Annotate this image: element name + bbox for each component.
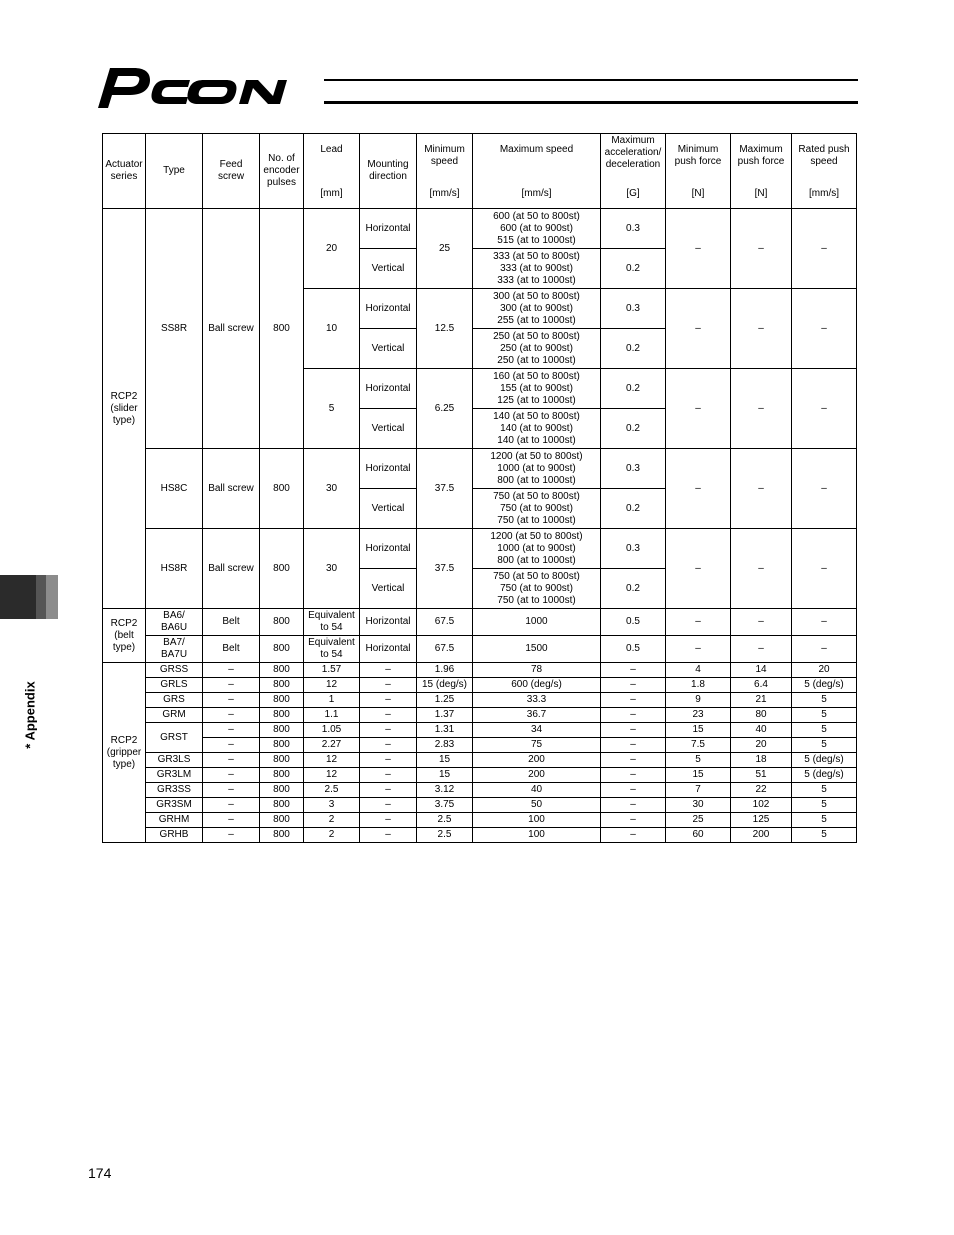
table-cell: 20 (792, 663, 857, 678)
table-row (103, 798, 857, 813)
table-cell: – (360, 693, 417, 708)
header-cell-max-acceleration (601, 134, 666, 209)
table-cell: 0.2 (601, 369, 666, 409)
table-cell: GRSS (146, 663, 203, 678)
table-cell: 60 (666, 828, 731, 843)
table-cell: 75 (473, 738, 601, 753)
table-cell: GR3SS (146, 783, 203, 798)
table-cell: Vertical (360, 249, 417, 289)
table-cell: Vertical (360, 569, 417, 609)
table-cell: 200 (731, 828, 792, 843)
table-cell: – (601, 753, 666, 768)
table-cell: BA7/ BA7U (146, 636, 203, 663)
table-cell: 2.83 (417, 738, 473, 753)
table-cell: 200 (473, 753, 601, 768)
table-cell: 0.2 (601, 409, 666, 449)
table-cell: 800 (260, 753, 304, 768)
table-cell: 10 (304, 289, 360, 369)
table-cell: 12 (304, 768, 360, 783)
table-cell: – (203, 813, 260, 828)
table-cell: 5 (792, 798, 857, 813)
table-cell: 15 (666, 723, 731, 738)
table-cell: 5 (deg/s) (792, 678, 857, 693)
header-unit: [G] (626, 188, 640, 199)
table-cell: Belt (203, 609, 260, 636)
table-cell: 100 (473, 813, 601, 828)
table-cell: – (792, 289, 857, 369)
table-cell: – (792, 369, 857, 449)
table-cell: Belt (203, 636, 260, 663)
table-cell: 30 (304, 449, 360, 529)
table-cell: 0.2 (601, 489, 666, 529)
table-row (103, 813, 857, 828)
table-cell: 20 (304, 209, 360, 289)
table-cell: 800 (260, 768, 304, 783)
table-row (103, 723, 857, 738)
table-cell: 7.5 (666, 738, 731, 753)
table-cell: SS8R (146, 209, 203, 449)
header-cell-mounting-direction: Mounting direction (360, 134, 417, 209)
table-cell: – (731, 209, 792, 289)
table-cell: 1.25 (417, 693, 473, 708)
table-cell: 0.2 (601, 329, 666, 369)
table-row (103, 529, 857, 569)
table-cell: 12 (304, 753, 360, 768)
table-cell: Ball screw (203, 209, 260, 449)
table-cell: – (792, 529, 857, 609)
header-cell-actuator-series: Actuator series (103, 134, 146, 209)
table-cell: – (601, 663, 666, 678)
table-cell: – (792, 209, 857, 289)
table-cell: 1.31 (417, 723, 473, 738)
header-unit: [mm/s] (521, 188, 552, 199)
table-cell: – (601, 813, 666, 828)
table-cell: – (203, 783, 260, 798)
actuator-spec-table (102, 133, 857, 843)
table-cell: 300 (at 50 to 800st) 300 (at to 900st) 255 (at to 1000st) (473, 289, 601, 329)
table-cell: 51 (731, 768, 792, 783)
header-label: Minimum push force (674, 144, 722, 167)
table-cell: 3.75 (417, 798, 473, 813)
header-label: Maximum speed (499, 144, 574, 155)
table-cell: 0.3 (601, 449, 666, 489)
table-cell: – (360, 783, 417, 798)
table-row (103, 609, 857, 636)
table-cell: – (203, 708, 260, 723)
table-cell: 2 (304, 828, 360, 843)
table-cell: 800 (260, 693, 304, 708)
table-cell: 33.3 (473, 693, 601, 708)
table-cell: 140 (at 50 to 800st) 140 (at to 900st) 140 (at to 1000st) (473, 409, 601, 449)
table-cell: 160 (at 50 to 800st) 155 (at to 900st) 125 (at to 1000st) (473, 369, 601, 409)
table-row (103, 449, 857, 489)
table-cell: – (731, 636, 792, 663)
table-cell: Horizontal (360, 609, 417, 636)
table-cell: – (666, 209, 731, 289)
table-cell: 1.05 (304, 723, 360, 738)
header-cell-min-push-force (666, 134, 731, 209)
table-cell: 9 (666, 693, 731, 708)
table-row (103, 678, 857, 693)
header-cell-maximum-speed (473, 134, 601, 209)
header-unit: [mm/s] (809, 188, 839, 199)
table-cell: 0.2 (601, 249, 666, 289)
table-cell: 0.5 (601, 609, 666, 636)
header-cell-lead (304, 134, 360, 209)
table-cell: Horizontal (360, 209, 417, 249)
table-cell: – (203, 828, 260, 843)
table-cell: 5 (deg/s) (792, 768, 857, 783)
table-cell: – (360, 708, 417, 723)
table-cell: – (360, 828, 417, 843)
table-cell: 1000 (473, 609, 601, 636)
table-cell: – (601, 708, 666, 723)
table-cell: 22 (731, 783, 792, 798)
table-row (103, 768, 857, 783)
table-cell: 5 (304, 369, 360, 449)
tab-block-light (46, 575, 58, 619)
table-cell: Vertical (360, 489, 417, 529)
header-cell-rated-push-speed (792, 134, 857, 209)
table-cell: 25 (417, 209, 473, 289)
table-cell: 15 (deg/s) (417, 678, 473, 693)
table-cell: – (666, 449, 731, 529)
table-cell: 800 (260, 813, 304, 828)
table-cell: – (360, 753, 417, 768)
table-cell: HS8R (146, 529, 203, 609)
table-cell: – (601, 768, 666, 783)
table-cell: – (360, 798, 417, 813)
table-cell: 15 (666, 768, 731, 783)
table-cell: – (666, 609, 731, 636)
table-cell: 800 (260, 798, 304, 813)
table-row (103, 636, 857, 663)
table-cell: 333 (at 50 to 800st) 333 (at to 900st) 333 (at to 1000st) (473, 249, 601, 289)
table-cell: 36.7 (473, 708, 601, 723)
table-cell: 1.8 (666, 678, 731, 693)
page-number: 174 (88, 1165, 112, 1181)
table-cell: 37.5 (417, 449, 473, 529)
table-cell: 1200 (at 50 to 800st) 1000 (at to 900st) 800 (at to 1000st) (473, 529, 601, 569)
table-cell: – (792, 636, 857, 663)
header-unit: [mm] (320, 188, 343, 199)
table-cell: – (601, 678, 666, 693)
table-cell: 23 (666, 708, 731, 723)
table-cell: 37.5 (417, 529, 473, 609)
table-cell: Ball screw (203, 529, 260, 609)
table-cell: – (203, 738, 260, 753)
table-cell: – (360, 813, 417, 828)
table-cell: GR3SM (146, 798, 203, 813)
table-cell: 40 (731, 723, 792, 738)
table-cell: 2 (304, 813, 360, 828)
table-cell: 800 (260, 529, 304, 609)
table-header-row (103, 134, 857, 209)
header-label: Maximum acceleration/ deceleration (604, 135, 662, 170)
table-cell: 5 (792, 783, 857, 798)
table-cell: 15 (417, 753, 473, 768)
table-cell: 800 (260, 738, 304, 753)
header-unit: [N] (754, 188, 768, 199)
table-cell: 18 (731, 753, 792, 768)
table-cell: – (203, 768, 260, 783)
table-cell: 2.5 (417, 813, 473, 828)
table-cell: 5 (666, 753, 731, 768)
table-cell: 7 (666, 783, 731, 798)
table-cell: 67.5 (417, 636, 473, 663)
table-cell: – (601, 738, 666, 753)
table-cell: 0.5 (601, 636, 666, 663)
table-cell: – (792, 609, 857, 636)
table-cell: 12.5 (417, 289, 473, 369)
table-cell: – (731, 609, 792, 636)
pcon-logo (92, 64, 858, 112)
table-cell: 25 (666, 813, 731, 828)
table-cell: 800 (260, 663, 304, 678)
table-cell: 125 (731, 813, 792, 828)
table-cell: 67.5 (417, 609, 473, 636)
table-cell: 0.3 (601, 529, 666, 569)
table-cell: 1.96 (417, 663, 473, 678)
table-cell: – (203, 798, 260, 813)
table-cell: – (360, 663, 417, 678)
table-cell: 800 (260, 678, 304, 693)
table-cell: – (203, 753, 260, 768)
table-cell: RCP2 (gripper type) (103, 663, 146, 843)
table-cell: Horizontal (360, 369, 417, 409)
table-cell: GRHB (146, 828, 203, 843)
table-cell: 0.3 (601, 289, 666, 329)
table-cell: – (203, 678, 260, 693)
table-cell: 20 (731, 738, 792, 753)
table-cell: 50 (473, 798, 601, 813)
table-cell: 800 (260, 828, 304, 843)
table-cell: 800 (260, 708, 304, 723)
table-cell: 5 (792, 813, 857, 828)
table-cell: – (731, 289, 792, 369)
table-cell: BA6/ BA6U (146, 609, 203, 636)
table-cell: RCP2 (slider type) (103, 209, 146, 609)
table-cell: 12 (304, 678, 360, 693)
header-unit: [mm/s] (429, 188, 460, 199)
table-row (103, 828, 857, 843)
table-cell: – (360, 768, 417, 783)
table-cell: 800 (260, 609, 304, 636)
table-cell: Horizontal (360, 636, 417, 663)
table-cell: 600 (deg/s) (473, 678, 601, 693)
table-cell: 5 (792, 708, 857, 723)
header-cell-type: Type (146, 134, 203, 209)
table-cell: HS8C (146, 449, 203, 529)
table-cell: Vertical (360, 409, 417, 449)
table-cell: 78 (473, 663, 601, 678)
header-cell-feed-screw: Feed screw (203, 134, 260, 209)
header-label: Maximum push force (737, 144, 785, 167)
header-label: Rated push speed (798, 144, 850, 167)
table-cell: – (601, 828, 666, 843)
table-cell: GR3LS (146, 753, 203, 768)
table-row (103, 663, 857, 678)
table-cell: 14 (731, 663, 792, 678)
table-cell: 40 (473, 783, 601, 798)
appendix-section-label: * Appendix (22, 681, 38, 749)
table-row (103, 738, 857, 753)
table-cell: 5 (792, 693, 857, 708)
table-cell: – (666, 289, 731, 369)
table-cell: GR3LM (146, 768, 203, 783)
table-cell: – (203, 693, 260, 708)
table-cell: 1.37 (417, 708, 473, 723)
table-cell: – (731, 449, 792, 529)
table-cell: 5 (792, 723, 857, 738)
table-row (103, 708, 857, 723)
table-cell: 6.4 (731, 678, 792, 693)
table-cell: 5 (792, 828, 857, 843)
table-cell: 1200 (at 50 to 800st) 1000 (at to 900st) 800 (at to 1000st) (473, 449, 601, 489)
table-cell: 15 (417, 768, 473, 783)
table-cell: 800 (260, 783, 304, 798)
table-cell: 2.5 (417, 828, 473, 843)
table-row (103, 753, 857, 768)
section-tab-marker (0, 575, 58, 619)
table-cell: 6.25 (417, 369, 473, 449)
table-cell: Horizontal (360, 289, 417, 329)
table-cell: 30 (304, 529, 360, 609)
table-cell: – (601, 783, 666, 798)
table-cell: 0.2 (601, 569, 666, 609)
table-cell: – (666, 369, 731, 449)
table-cell: – (360, 678, 417, 693)
table-cell: Ball screw (203, 449, 260, 529)
table-cell: 1.57 (304, 663, 360, 678)
table-cell: 200 (473, 768, 601, 783)
header-label: Lead (320, 144, 343, 155)
table-cell: – (666, 636, 731, 663)
table-cell: 800 (260, 723, 304, 738)
table-cell: – (731, 369, 792, 449)
table-cell: Equivalent to 54 (304, 636, 360, 663)
table-cell: GRM (146, 708, 203, 723)
table-cell: Equivalent to 54 (304, 609, 360, 636)
table-cell: – (203, 663, 260, 678)
header-cell-minimum-speed (417, 134, 473, 209)
table-cell: 800 (260, 636, 304, 663)
table-cell: 1 (304, 693, 360, 708)
header-cell-max-push-force (731, 134, 792, 209)
tab-block-mid (36, 575, 46, 619)
table-cell: – (601, 798, 666, 813)
table-cell: – (731, 529, 792, 609)
header-unit: [N] (691, 188, 705, 199)
table-cell: 2.27 (304, 738, 360, 753)
table-cell: 5 (792, 738, 857, 753)
table-cell: Horizontal (360, 449, 417, 489)
table-cell: 750 (at 50 to 800st) 750 (at to 900st) 750 (at to 1000st) (473, 569, 601, 609)
table-cell: 800 (260, 449, 304, 529)
table-cell: 1.1 (304, 708, 360, 723)
header-cell-encoder-pulses: No. of encoder pulses (260, 134, 304, 209)
table-cell: 34 (473, 723, 601, 738)
table-cell: – (792, 449, 857, 529)
table-cell: 1500 (473, 636, 601, 663)
table-cell: – (360, 738, 417, 753)
table-cell: Vertical (360, 329, 417, 369)
table-cell: – (666, 529, 731, 609)
table-cell: 3 (304, 798, 360, 813)
table-cell: – (360, 723, 417, 738)
table-cell: 80 (731, 708, 792, 723)
table-cell: 800 (260, 209, 304, 449)
table-cell: 750 (at 50 to 800st) 750 (at to 900st) 750 (at to 1000st) (473, 489, 601, 529)
table-cell: 250 (at 50 to 800st) 250 (at to 900st) 250 (at to 1000st) (473, 329, 601, 369)
table-cell: RCP2 (belt type) (103, 609, 146, 663)
tab-block-dark (0, 575, 36, 619)
table-cell: 102 (731, 798, 792, 813)
table-cell: GRS (146, 693, 203, 708)
table-cell: 100 (473, 828, 601, 843)
table-row (103, 693, 857, 708)
table-cell: 5 (deg/s) (792, 753, 857, 768)
table-cell: GRST (146, 723, 203, 753)
table-cell: 600 (at 50 to 800st) 600 (at to 900st) 515 (at to 1000st) (473, 209, 601, 249)
table-cell: – (601, 693, 666, 708)
header-label: Minimum speed (424, 144, 465, 167)
table-cell: GRLS (146, 678, 203, 693)
table-cell: GRHM (146, 813, 203, 828)
table-cell: Horizontal (360, 529, 417, 569)
table-cell: – (601, 723, 666, 738)
table-cell: 30 (666, 798, 731, 813)
table-row (103, 209, 857, 249)
table-cell: 0.3 (601, 209, 666, 249)
table-cell: – (203, 723, 260, 738)
table-row (103, 783, 857, 798)
table-cell: 21 (731, 693, 792, 708)
table-cell: 4 (666, 663, 731, 678)
table-cell: 3.12 (417, 783, 473, 798)
table-cell: 2.5 (304, 783, 360, 798)
